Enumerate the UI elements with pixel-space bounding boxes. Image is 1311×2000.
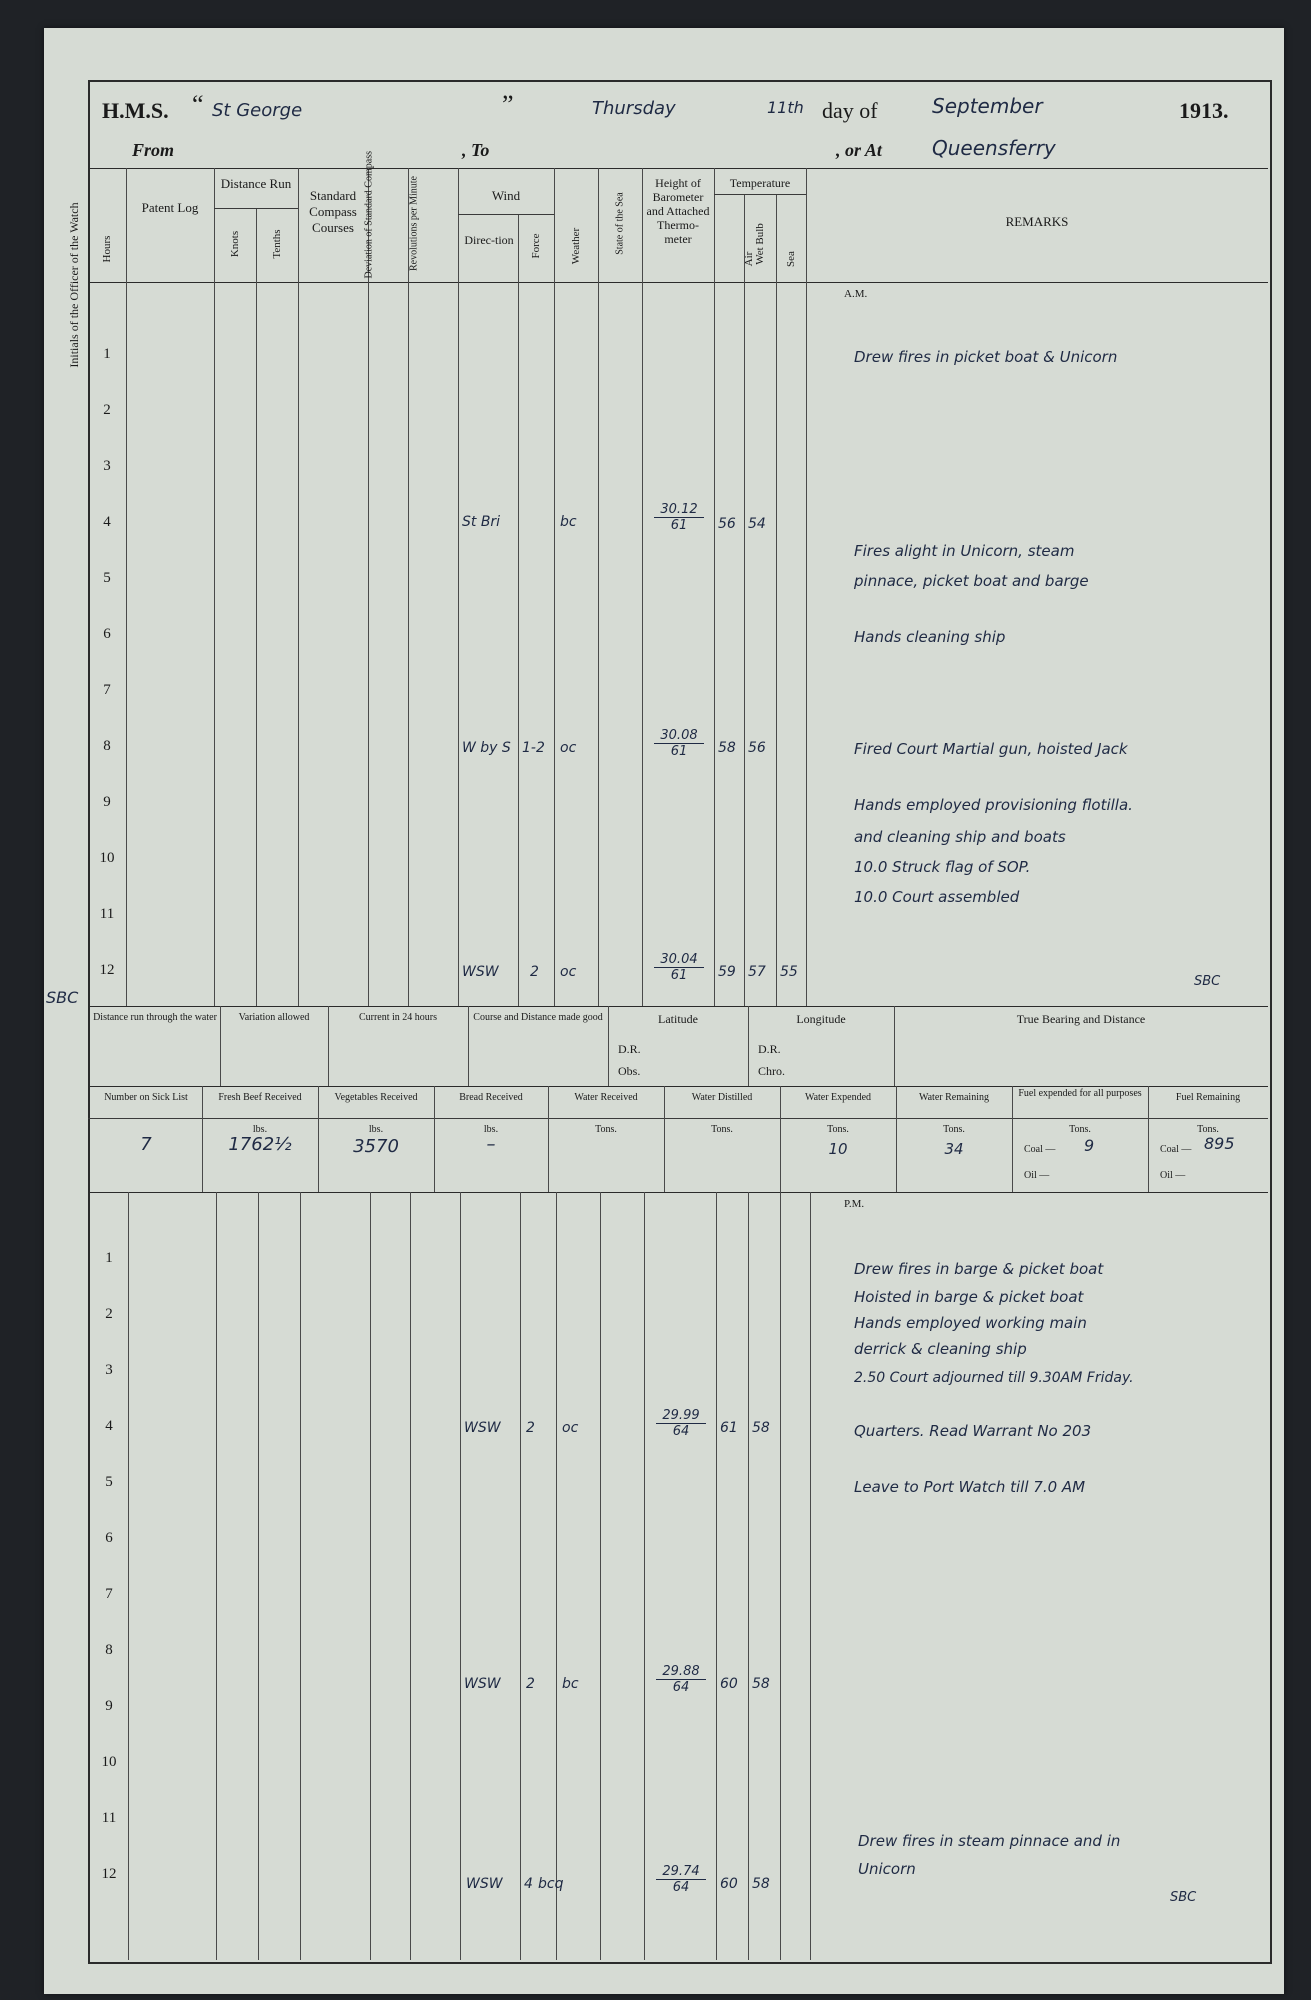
col-line	[300, 1192, 301, 1960]
am-12-wet: 57	[748, 964, 766, 980]
summary-divider	[894, 1006, 895, 1086]
sick-list-value: 7	[140, 1134, 152, 1155]
pm-12-force: 4	[524, 1876, 533, 1892]
day-number: 11th	[767, 98, 804, 117]
am-12-barometer: 30.04 61	[654, 952, 704, 983]
open-quote: “	[192, 90, 204, 119]
unit-fuel-expended: Tons.	[1069, 1124, 1091, 1135]
am-8-wind-dir: W by S	[462, 740, 511, 756]
pm-remark: Unicorn	[858, 1860, 916, 1878]
am-8-force: 1-2	[522, 740, 545, 756]
col-wet-bulb: Wet Bulb	[754, 223, 766, 265]
stores-water-received: Water Received	[574, 1092, 638, 1103]
stores-bottom	[88, 1192, 1268, 1193]
unit-bread: lbs.	[483, 1124, 499, 1135]
col-line	[714, 168, 715, 1006]
pm-hour-6: 6	[105, 1530, 113, 1546]
col-line	[126, 168, 127, 1006]
am-4-wet: 54	[748, 516, 766, 532]
pm-remark: Drew fires in barge & picket boat	[854, 1260, 1104, 1278]
vegetables-value: 3570	[353, 1136, 399, 1157]
pm-4-air: 61	[720, 1420, 738, 1436]
col-line	[556, 1192, 557, 1960]
pm-hour-2: 2	[105, 1306, 113, 1322]
summary-latitude: Latitude	[658, 1012, 698, 1026]
stores-header-rule	[88, 1118, 1268, 1119]
unit-water-distilled: Tons.	[711, 1124, 733, 1135]
am-hour-10: 10	[99, 850, 115, 866]
unit-fuel-remaining: Tons.	[1197, 1124, 1219, 1135]
unit-water-expended: Tons.	[827, 1124, 849, 1135]
am-12-sea: 55	[780, 964, 798, 980]
pm-hour-1: 1	[105, 1250, 113, 1266]
col-hours: Hours	[101, 235, 113, 263]
subheader-rule	[214, 208, 298, 209]
col-line	[460, 1192, 461, 1960]
pm-12-wet: 58	[752, 1876, 770, 1892]
hms-label: H.M.S.	[102, 98, 169, 123]
pm-hour-7: 7	[105, 1586, 113, 1602]
fuel-rem-coal-label: Coal —	[1160, 1144, 1192, 1155]
fuel-exp-oil-label: Oil —	[1024, 1170, 1050, 1181]
am-initials: SBC	[1194, 974, 1221, 989]
am-8-wet: 56	[748, 740, 766, 756]
pm-8-air: 60	[720, 1676, 738, 1692]
long-dr: D.R.	[758, 1042, 781, 1056]
summary-longitude: Longitude	[796, 1012, 846, 1026]
pm-8-wind-dir: WSW	[464, 1676, 501, 1692]
am-remark: Hands employed provisioning flotilla.	[854, 796, 1133, 814]
water-remaining-value: 34	[944, 1140, 964, 1158]
am-hour-9: 9	[103, 794, 111, 810]
summary-true-bearing: True Bearing and Distance	[1016, 1012, 1146, 1026]
summary-variation: Variation allowed	[238, 1012, 310, 1023]
col-tenths: Tenths	[271, 229, 283, 259]
pm-hour-8: 8	[105, 1642, 113, 1658]
am-4-weather: bc	[560, 514, 577, 530]
am-remark: pinnace, picket boat and barge	[854, 572, 1089, 590]
summary-course: Course and Distance made good	[473, 1012, 603, 1023]
unit-water-received: Tons.	[595, 1124, 617, 1135]
col-air: Air	[743, 251, 755, 267]
margin-initials: SBC	[46, 988, 79, 1007]
col-line	[258, 1192, 259, 1960]
col-state-of-sea: State of the Sea	[614, 192, 626, 255]
am-12-wind-dir: WSW	[462, 964, 499, 980]
pm-remark: derrick & cleaning ship	[854, 1340, 1027, 1358]
am-remark: 10.0 Court assembled	[854, 888, 1020, 906]
stores-fuel-expended: Fuel expended for all purposes	[1018, 1088, 1142, 1099]
day-name: Thursday	[592, 98, 676, 119]
am-hour-2: 2	[103, 402, 111, 418]
subheader-rule	[714, 194, 806, 195]
am-label: A.M.	[844, 288, 868, 300]
am-hour-5: 5	[103, 570, 111, 586]
col-weather: Weather	[570, 227, 582, 265]
col-patent-log: Patent Log	[141, 200, 199, 215]
col-line	[744, 194, 745, 1006]
unit-water-remaining: Tons.	[943, 1124, 965, 1135]
fuel-remaining-value: 895	[1204, 1134, 1235, 1153]
fresh-beef-value: 1762½	[228, 1134, 292, 1155]
am-remark: Drew fires in picket boat & Unicorn	[854, 348, 1118, 366]
bread-value: –	[486, 1134, 496, 1155]
col-temperature: Temperature	[729, 176, 791, 190]
subheader-rule	[458, 214, 554, 215]
to-label: , To	[462, 140, 490, 160]
stores-divider	[780, 1086, 781, 1192]
col-revolutions: Revolutions per Minute	[408, 176, 420, 271]
pm-hour-4: 4	[105, 1418, 113, 1434]
col-line	[554, 168, 555, 1006]
col-line	[458, 168, 459, 1006]
stores-divider	[896, 1086, 897, 1192]
am-8-barometer: 30.08 61	[654, 728, 704, 759]
stores-fuel-remaining: Fuel Remaining	[1175, 1092, 1241, 1103]
pm-12-barometer: 29.74 64	[656, 1864, 706, 1895]
col-line	[518, 214, 519, 1006]
lat-obs: Obs.	[618, 1064, 641, 1078]
am-remark: and cleaning ship and boats	[854, 828, 1066, 846]
am-hour-3: 3	[103, 458, 111, 474]
col-knots: Knots	[229, 230, 241, 258]
pm-remark: Hands employed working main	[854, 1314, 1087, 1332]
summary-divider	[608, 1006, 609, 1086]
stores-sick-list: Number on Sick List	[104, 1092, 188, 1103]
pm-4-wet: 58	[752, 1420, 770, 1436]
fuel-expended-value: 9	[1084, 1136, 1095, 1155]
col-line	[128, 1192, 129, 1960]
header-rule	[88, 168, 1268, 169]
month: September	[932, 94, 1043, 118]
pm-8-weather: bc	[562, 1676, 579, 1692]
pm-hour-3: 3	[105, 1362, 113, 1378]
am-12-weather: oc	[560, 964, 577, 980]
col-sea: Sea	[785, 251, 797, 267]
col-line	[776, 194, 777, 1006]
pm-remark: Quarters. Read Warrant No 203	[854, 1422, 1092, 1440]
am-12-force: 2	[530, 964, 539, 980]
am-hour-11: 11	[99, 906, 115, 922]
lat-dr: D.R.	[618, 1042, 641, 1056]
water-expended-value: 10	[828, 1140, 848, 1158]
col-line	[370, 1192, 371, 1960]
am-remark: 10.0 Struck flag of SOP.	[854, 858, 1031, 876]
pm-12-weather: bcq	[538, 1876, 564, 1892]
am-hour-12: 12	[99, 962, 115, 978]
stores-divider	[202, 1086, 203, 1192]
am-4-air: 56	[718, 516, 736, 532]
summary-top	[88, 1006, 1268, 1007]
summary-divider	[468, 1006, 469, 1086]
pm-label: P.M.	[844, 1198, 865, 1210]
col-line	[780, 1192, 781, 1960]
col-line	[748, 1192, 749, 1960]
col-line	[644, 1192, 645, 1960]
col-line	[810, 1192, 811, 1960]
pm-8-force: 2	[526, 1676, 535, 1692]
stores-bread: Bread Received	[459, 1092, 523, 1103]
stores-divider	[1148, 1086, 1149, 1192]
am-hour-7: 7	[103, 682, 111, 698]
pm-12-wind-dir: WSW	[466, 1876, 503, 1892]
col-deviation: Deviation of Standard Compass	[363, 151, 375, 279]
unit-beef: lbs.	[252, 1124, 268, 1135]
stores-divider	[1012, 1086, 1013, 1192]
day-of-label: day of	[822, 98, 878, 123]
pm-hour-12: 12	[101, 1866, 117, 1882]
col-barometer: Height of Barometer and Attached Thermo-meter	[646, 176, 710, 246]
col-standard-compass: Standard Compass Courses	[309, 188, 357, 235]
pm-4-wind-dir: WSW	[464, 1420, 501, 1436]
from-label: From	[132, 140, 175, 160]
col-line	[298, 168, 299, 1006]
summary-divider	[328, 1006, 329, 1086]
stores-divider	[434, 1086, 435, 1192]
pm-hour-10: 10	[101, 1754, 117, 1770]
year: 1913.	[1179, 98, 1229, 123]
am-hour-4: 4	[103, 514, 111, 530]
pm-12-air: 60	[720, 1876, 738, 1892]
am-hour-6: 6	[103, 626, 111, 642]
am-4-barometer: 30.12 61	[654, 502, 704, 533]
stores-water-expended: Water Expended	[804, 1092, 872, 1103]
pm-remark: 2.50 Court adjourned till 9.30AM Friday.	[854, 1370, 1134, 1386]
col-distance-run: Distance Run	[220, 176, 292, 191]
column-header-bottom	[88, 282, 1268, 283]
am-12-air: 59	[718, 964, 736, 980]
am-remark: Hands cleaning ship	[854, 628, 1006, 646]
pm-4-barometer: 29.99 64	[656, 1408, 706, 1439]
log-page	[44, 28, 1284, 1994]
col-line	[216, 1192, 217, 1960]
summary-bottom	[88, 1086, 1268, 1087]
summary-divider	[220, 1006, 221, 1086]
stores-divider	[664, 1086, 665, 1192]
summary-divider	[748, 1006, 749, 1086]
close-quote: ”	[502, 90, 514, 119]
col-remarks: REMARKS	[1005, 214, 1069, 229]
col-direction: Direc-tion	[464, 233, 514, 247]
stores-water-remaining: Water Remaining	[918, 1092, 989, 1103]
pm-4-weather: oc	[562, 1420, 579, 1436]
col-line	[410, 1192, 411, 1960]
col-line	[214, 168, 215, 1006]
stores-divider	[548, 1086, 549, 1192]
pm-remark: Leave to Port Watch till 7.0 AM	[854, 1478, 1086, 1496]
pm-remark: Drew fires in steam pinnace and in	[858, 1832, 1121, 1850]
pm-hour-5: 5	[105, 1474, 113, 1490]
am-hour-8: 8	[103, 738, 111, 754]
col-line	[368, 168, 369, 1006]
am-8-air: 58	[718, 740, 736, 756]
am-remark: Fired Court Martial gun, hoisted Jack	[854, 740, 1128, 758]
col-force: Force	[530, 233, 542, 259]
stores-water-distilled: Water Distilled	[691, 1092, 753, 1103]
at-value: Queensferry	[932, 136, 1056, 160]
pm-8-wet: 58	[752, 1676, 770, 1692]
col-wind: Wind	[491, 188, 521, 203]
stores-fresh-beef: Fresh Beef Received	[218, 1092, 302, 1103]
col-line	[598, 168, 599, 1006]
fuel-exp-coal-label: Coal —	[1024, 1144, 1056, 1155]
pm-8-barometer: 29.88 64	[656, 1664, 706, 1695]
col-line	[716, 1192, 717, 1960]
unit-veg: lbs.	[368, 1124, 384, 1135]
pm-remark: Hoisted in barge & picket boat	[854, 1288, 1084, 1306]
am-hour-1: 1	[103, 346, 111, 362]
ship-name: St George	[212, 100, 303, 121]
am-4-wind-dir: St Bri	[462, 514, 501, 530]
pm-hour-11: 11	[101, 1810, 117, 1826]
col-line	[600, 1192, 601, 1960]
fuel-rem-oil-label: Oil —	[1160, 1170, 1186, 1181]
col-line	[642, 168, 643, 1006]
summary-distance-run: Distance run through the water	[93, 1012, 217, 1023]
pm-4-force: 2	[526, 1420, 535, 1436]
stores-divider	[318, 1086, 319, 1192]
at-label: , or At	[836, 140, 882, 160]
stores-vegetables: Vegetables Received	[334, 1092, 418, 1103]
col-line	[806, 168, 807, 1006]
long-chro: Chro.	[758, 1064, 785, 1078]
officer-initials-label: Initials of the Officer of the Watch	[67, 202, 81, 368]
col-line	[408, 168, 409, 1006]
pm-hour-9: 9	[105, 1698, 113, 1714]
col-line	[520, 1192, 521, 1960]
summary-current: Current in 24 hours	[358, 1012, 438, 1023]
am-8-weather: oc	[560, 740, 577, 756]
col-line	[256, 208, 257, 1006]
am-remark: Fires alight in Unicorn, steam	[854, 542, 1075, 560]
pm-initials: SBC	[1170, 1890, 1197, 1905]
